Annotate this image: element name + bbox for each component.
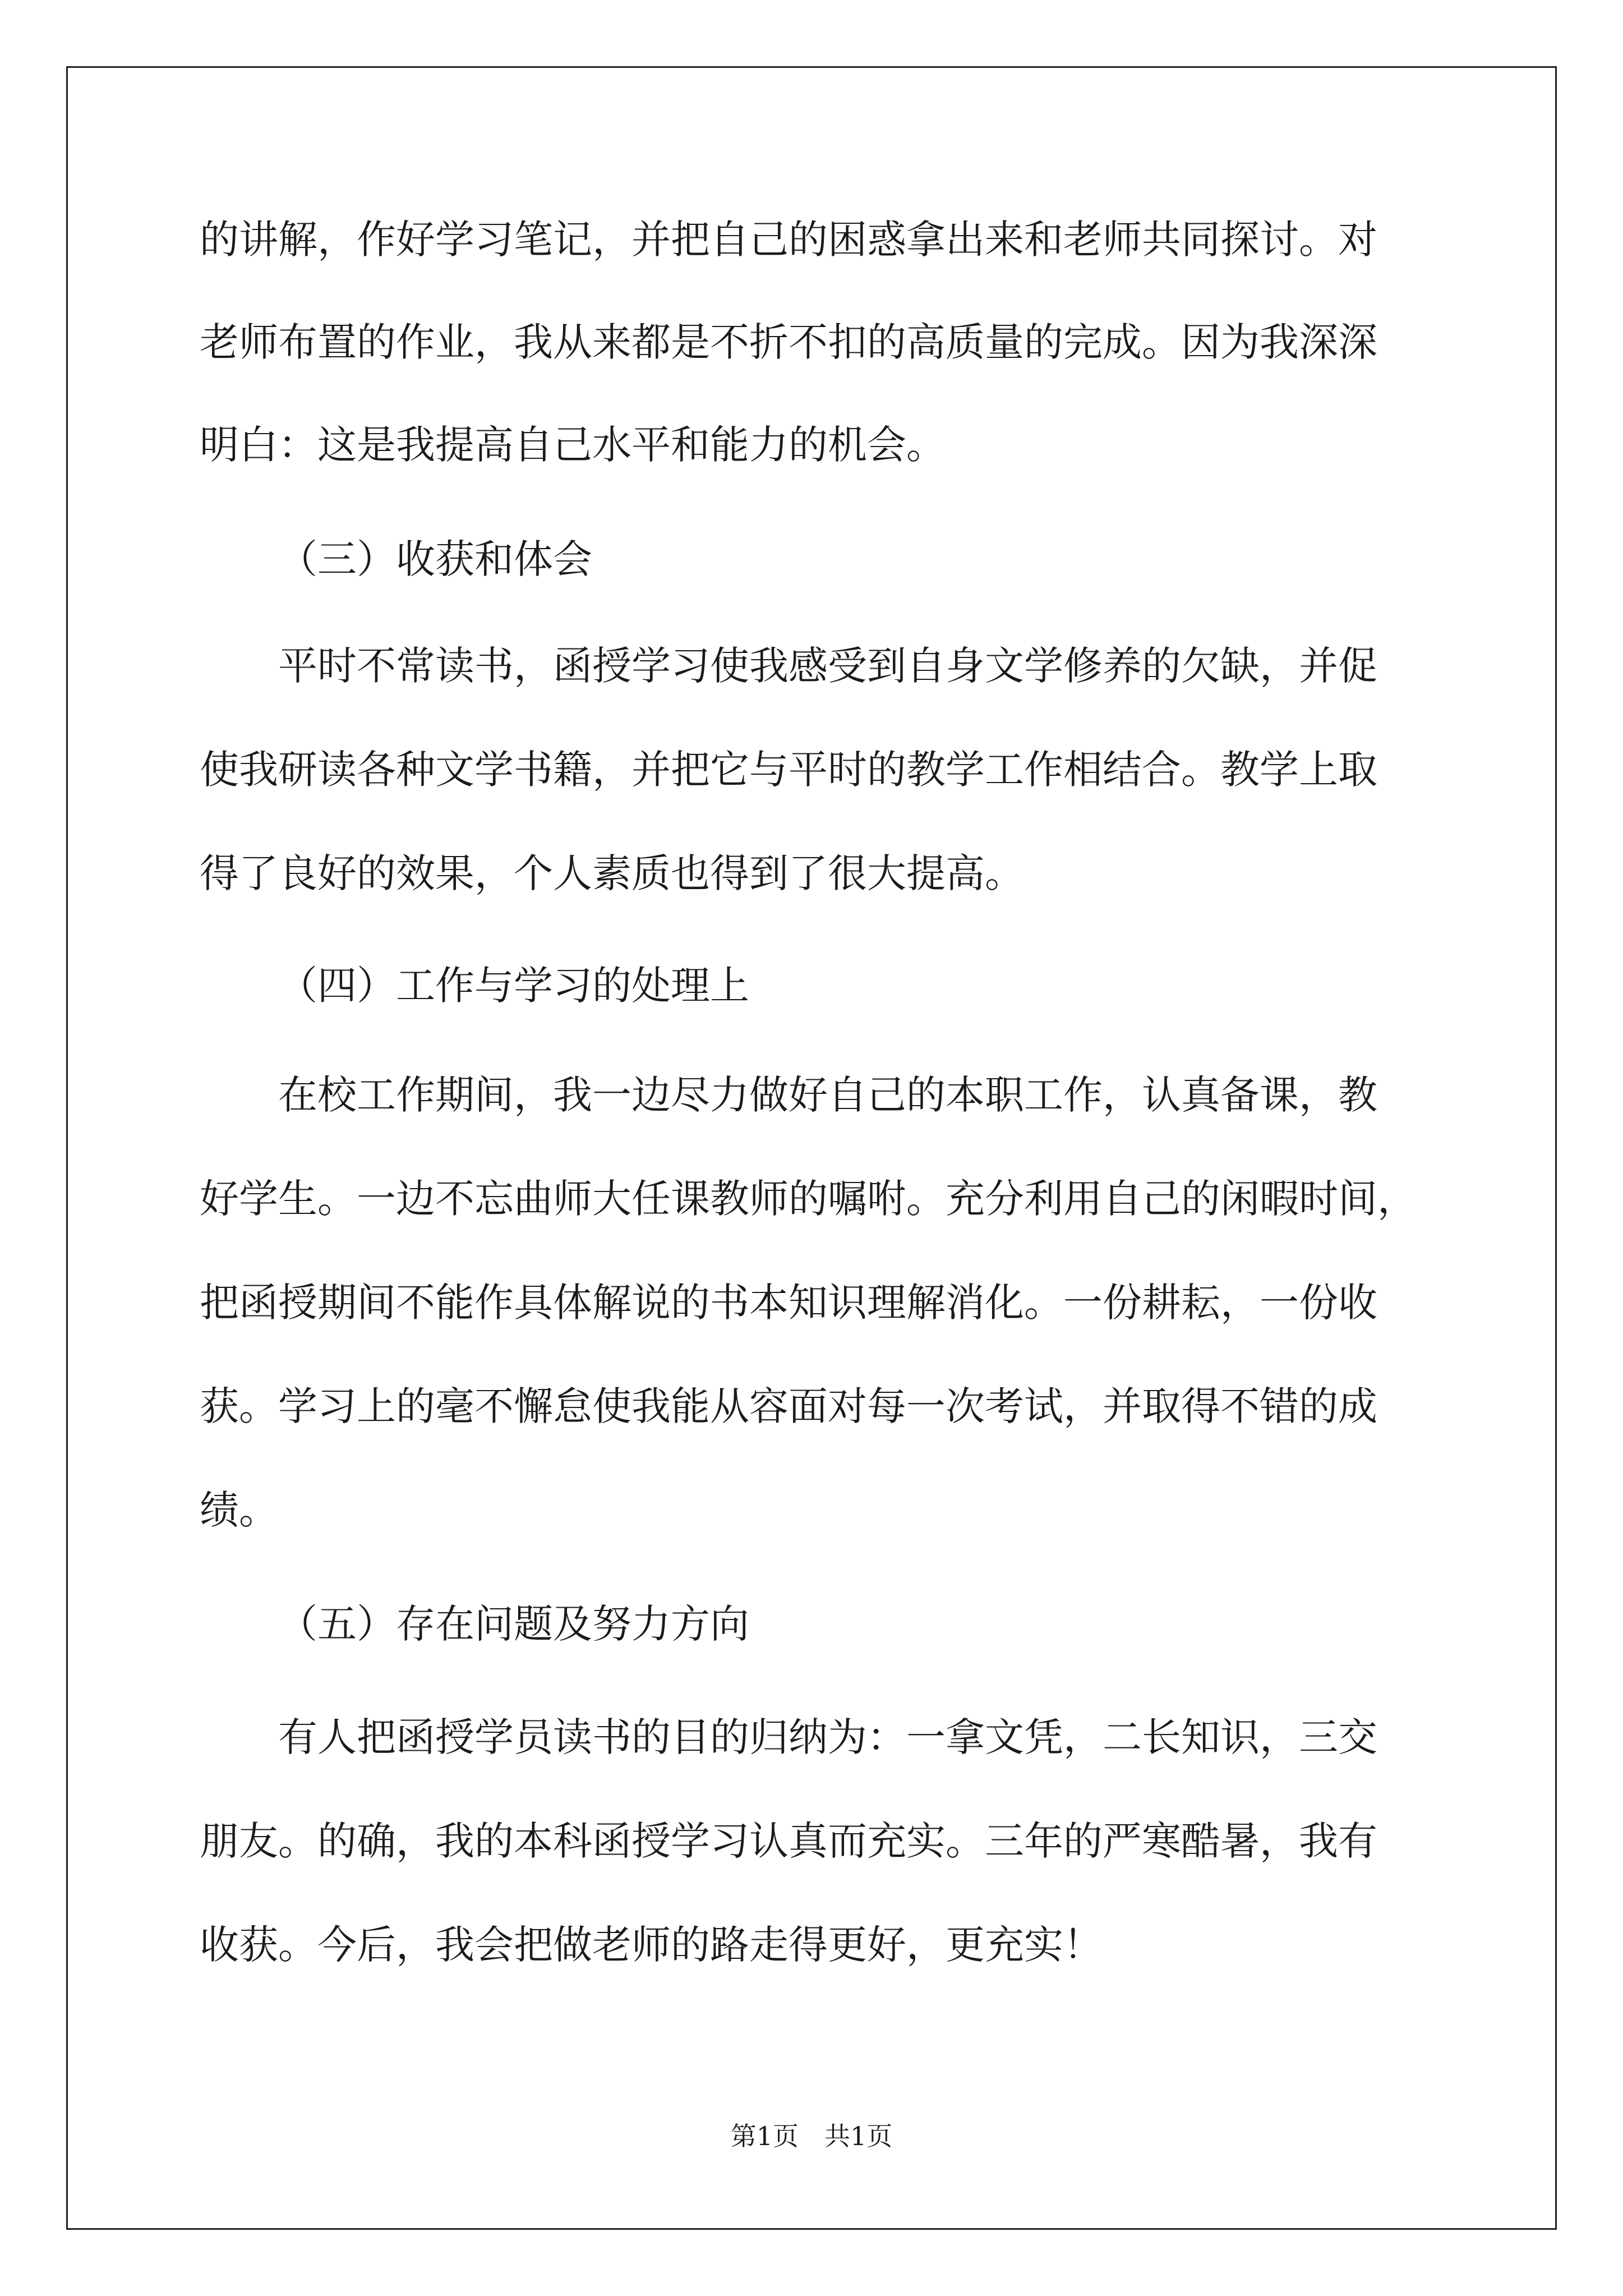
text-line: 获。学习上的毫不懈怠使我能从容面对每一次考试，并取得不错的成 xyxy=(200,1383,1377,1429)
text-line: 平时不常读书，函授学习使我感受到自身文学修养的欠缺，并促 xyxy=(278,643,1377,689)
section-heading: （三）收获和体会 xyxy=(278,536,592,582)
text-line: 绩。 xyxy=(200,1487,278,1533)
text-line: 明白：这是我提高自己水平和能力的机会。 xyxy=(200,422,946,468)
text-line: 的讲解，作好学习笔记，并把自己的困惑拿出来和老师共同探讨。对 xyxy=(200,217,1377,263)
text-line: 好学生。一边不忘曲师大任课教师的嘱咐。充分利用自己的闲暇时间， xyxy=(200,1176,1417,1222)
text-line: 老师布置的作业，我从来都是不折不扣的高质量的完成。因为我深深 xyxy=(200,319,1377,365)
text-line: 得了良好的效果，个人素质也得到了很大提高。 xyxy=(200,850,1024,896)
text-line: 有人把函授学员读书的目的归纳为：一拿文凭，二长知识，三交 xyxy=(278,1714,1377,1760)
text-line: 使我研读各种文学书籍，并把它与平时的教学工作相结合。教学上取 xyxy=(200,747,1377,793)
page-footer: 第1页 共1页 xyxy=(730,2121,893,2151)
text-line: 在校工作期间，我一边尽力做好自己的本职工作，认真备课，教 xyxy=(278,1072,1377,1118)
page-border xyxy=(66,66,1557,2230)
section-heading: （四）工作与学习的处理上 xyxy=(278,963,749,1009)
section-heading: （五）存在问题及努力方向 xyxy=(278,1601,749,1647)
text-line: 收获。今后，我会把做老师的路走得更好，更充实！ xyxy=(200,1922,1103,1968)
text-line: 把函授期间不能作具体解说的书本知识理解消化。一份耕耘，一份收 xyxy=(200,1280,1377,1326)
text-line: 朋友。的确，我的本科函授学习认真而充实。三年的严寒酷暑，我有 xyxy=(200,1818,1377,1864)
